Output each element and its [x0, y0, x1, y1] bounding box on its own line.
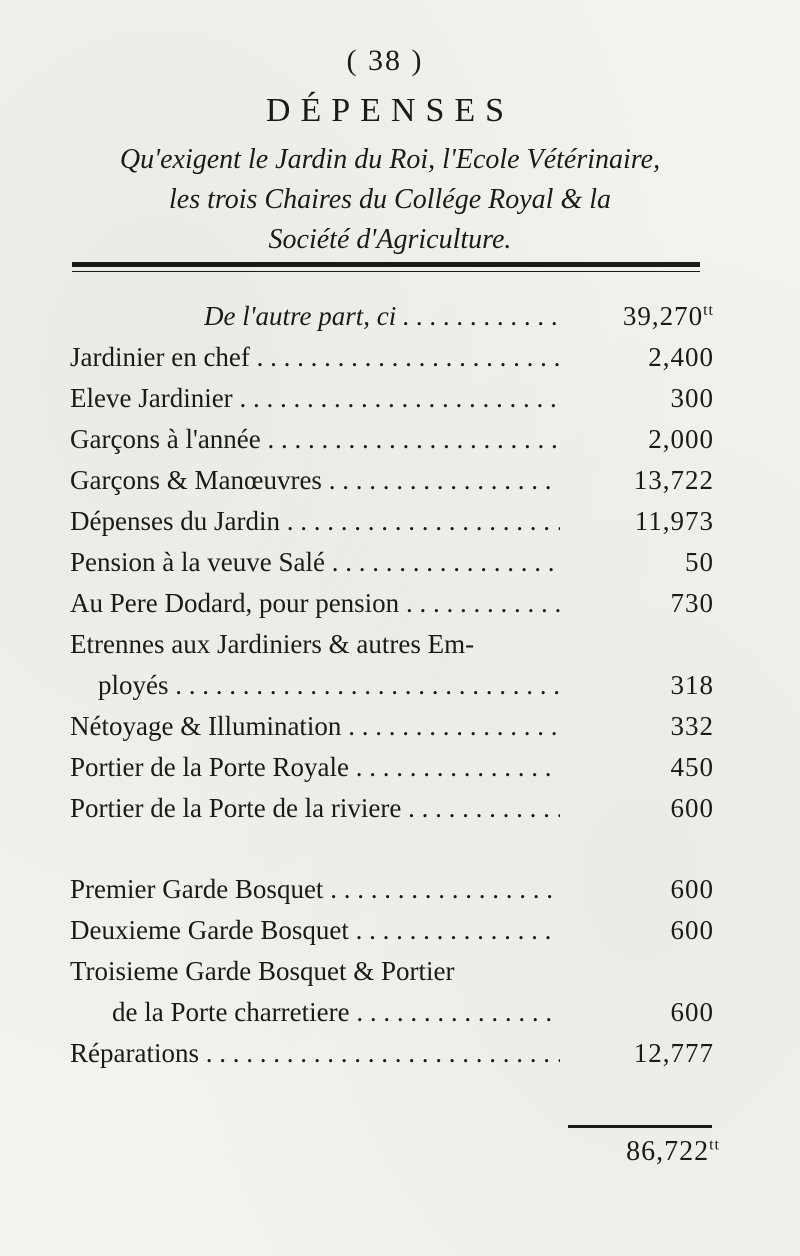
entry-label: Etrennes aux Jardiniers & autres Em-: [70, 629, 475, 659]
entry-label: Deuxieme Garde Bosquet . . .: [70, 910, 560, 951]
ledger-row: [70, 910, 720, 951]
ledger-row: [70, 624, 720, 665]
ledger-row: [70, 747, 720, 788]
ledger-row: [70, 460, 720, 501]
entry-label: De l'autre part, ci . . .: [204, 296, 560, 337]
livres-symbol: tt: [703, 302, 714, 319]
entry-amount: 730: [670, 588, 714, 618]
entry-amount: 600: [670, 793, 714, 823]
ledger-row: [70, 419, 720, 460]
entry-amount: 300: [670, 383, 714, 413]
entry-label: Dépenses du Jardin . . .: [70, 501, 560, 542]
entry-label: Premier Garde Bosquet . . .: [70, 869, 560, 910]
entry-amount: 600: [670, 915, 714, 945]
header-divider-thin: [72, 271, 700, 272]
entry-amount: 600: [670, 874, 714, 904]
total-divider: [568, 1125, 712, 1128]
expense-ledger: [70, 296, 720, 1074]
entry-amount: 318: [670, 670, 714, 700]
ledger-row: [70, 583, 720, 624]
entry-label: Garçons à l'année . . .: [70, 419, 560, 460]
entry-label: Portier de la Porte Royale . . .: [70, 747, 560, 788]
entry-amount: 450: [670, 752, 714, 782]
ledger-row: [70, 869, 720, 910]
entry-label: Nétoyage & Illumination . . .: [70, 706, 560, 747]
ledger-row: [70, 788, 720, 829]
entry-label: Pension à la veuve Salé . . .: [70, 542, 560, 583]
entry-amount: $39,270^{tt}$: [622, 301, 714, 331]
entry-amount: 12,777: [633, 1038, 714, 1068]
entry-amount: 600: [670, 997, 714, 1027]
page-number: ( 38 ): [346, 44, 424, 77]
entry-label: Jardinier en chef . . .: [70, 337, 560, 378]
entry-amount: 2,400: [648, 342, 714, 372]
entry-label: Garçons & Manœuvres . . .: [70, 460, 560, 501]
ledger-row: [70, 378, 720, 419]
entry-label: Au Pere Dodard, pour pension . . .: [70, 583, 560, 624]
subtitle-line: Société d'Agriculture.: [268, 224, 512, 255]
ledger-row: [70, 706, 720, 747]
ledger-row: [70, 501, 720, 542]
ledger-row: [70, 337, 720, 378]
entry-label-continued: de la Porte charretiere . . .: [112, 992, 560, 1033]
grand-total: $86,722^{tt}$: [626, 1136, 720, 1167]
entry-amount: 13,722: [633, 465, 714, 495]
ledger-row: [70, 542, 720, 583]
page-title: DÉPENSES: [265, 92, 515, 129]
subtitle: [60, 140, 720, 260]
section-gap: [70, 829, 720, 869]
entry-label: Réparations . . .: [70, 1033, 560, 1074]
header-divider-thick: [72, 262, 700, 267]
entry-label: Eleve Jardinier . . .: [70, 378, 560, 419]
subtitle-line: Qu'exigent le Jardin du Roi, l'Ecole Vétérinaire,: [119, 144, 661, 175]
subtitle-line: les trois Chaires du Collége Royal & la: [168, 184, 611, 215]
entry-amount: 332: [670, 711, 714, 741]
ledger-row: [70, 951, 720, 992]
livres-symbol: tt: [709, 1136, 720, 1154]
entry-amount: 11,973: [634, 506, 714, 536]
entry-amount: 50: [685, 547, 714, 577]
ledger-row-continued: [70, 992, 720, 1033]
entry-label-continued: ployés . . .: [98, 665, 560, 706]
entry-label: Portier de la Porte de la riviere . . .: [70, 788, 560, 829]
ledger-row: [70, 296, 720, 337]
ledger-row: [70, 1033, 720, 1074]
ledger-row-continued: [70, 665, 720, 706]
entry-label: Troisieme Garde Bosquet & Portier: [70, 956, 455, 986]
entry-amount: 2,000: [648, 424, 714, 454]
